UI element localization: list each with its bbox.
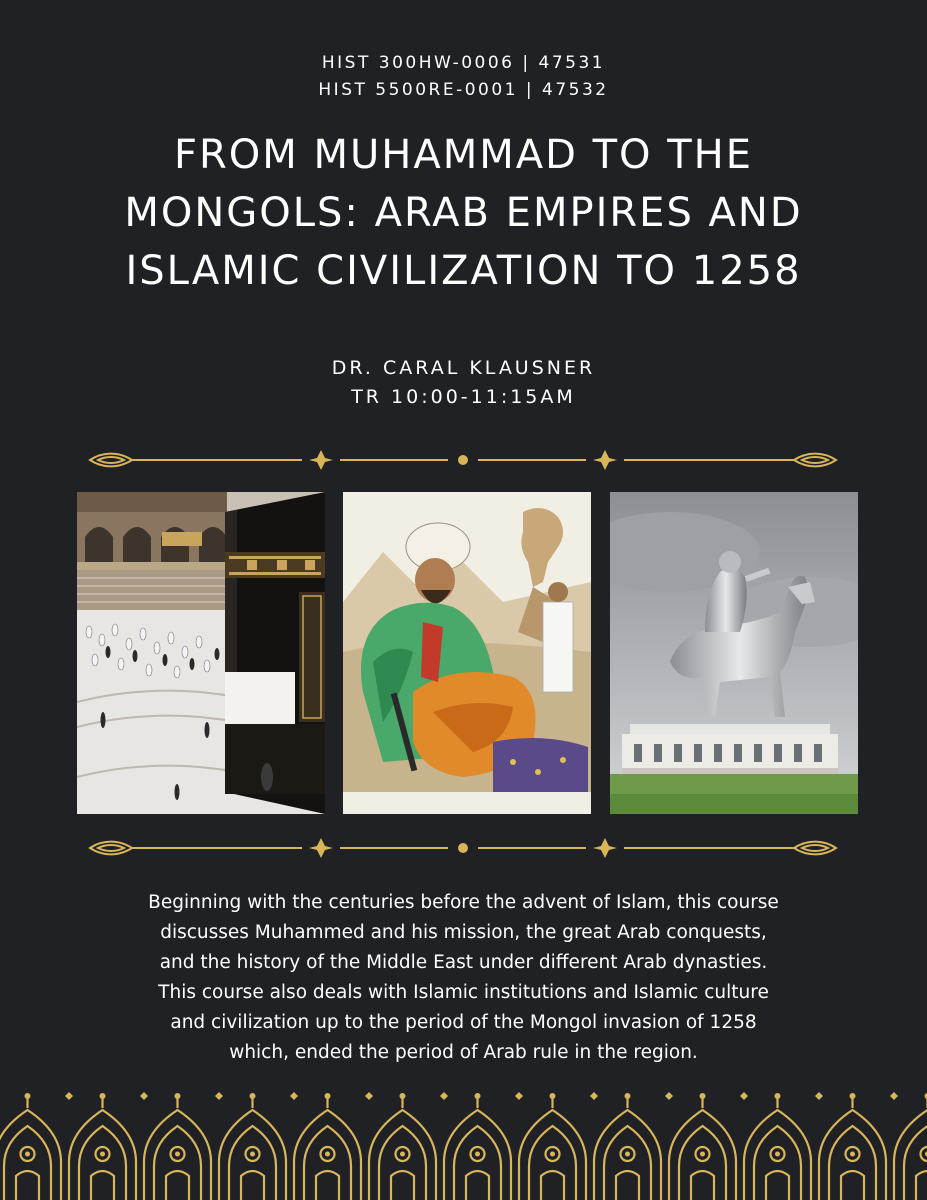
kaaba-photo [77,492,325,814]
instructor-name: DR. CARAL KLAUSNER [331,357,596,379]
class-schedule: TR 10:00-11:15AM [351,386,576,408]
description-line: This course also deals with Islamic institutions and Islamic culture [158,982,769,1003]
course-code-primary: HIST 300HW-0006 | 47531 [321,53,606,73]
title-line: ISLAMIC CIVILIZATION TO 1258 [125,248,802,294]
description-line: and civilization up to the period of the Mongol invasion of 1258 [170,1012,757,1033]
equestrian-statue-photo [610,492,858,814]
description-line: discusses Muhammed and his mission, the great Arab conquests, [160,922,767,943]
title-line: FROM MUHAMMAD TO THE [173,132,754,178]
course-codes [0,50,927,104]
course-description [60,888,867,1068]
ornamental-divider-bottom [88,837,838,859]
description-line: which, ended the period of Arab rule in the region. [229,1042,698,1063]
instructor-block [0,354,927,412]
arab-rider-painting [343,492,591,814]
description-line: and the history of the Middle East under different Arab dynasties. [159,952,768,973]
page-title [40,126,887,300]
title-line: MONGOLS: ARAB EMPIRES AND [124,190,803,236]
ornamental-divider-top [88,449,838,471]
description-line: Beginning with the centuries before the advent of Islam, this course [148,892,779,913]
arabesque-border-pattern [0,1092,927,1200]
course-code-secondary: HIST 5500RE-0001 | 47532 [318,80,609,100]
